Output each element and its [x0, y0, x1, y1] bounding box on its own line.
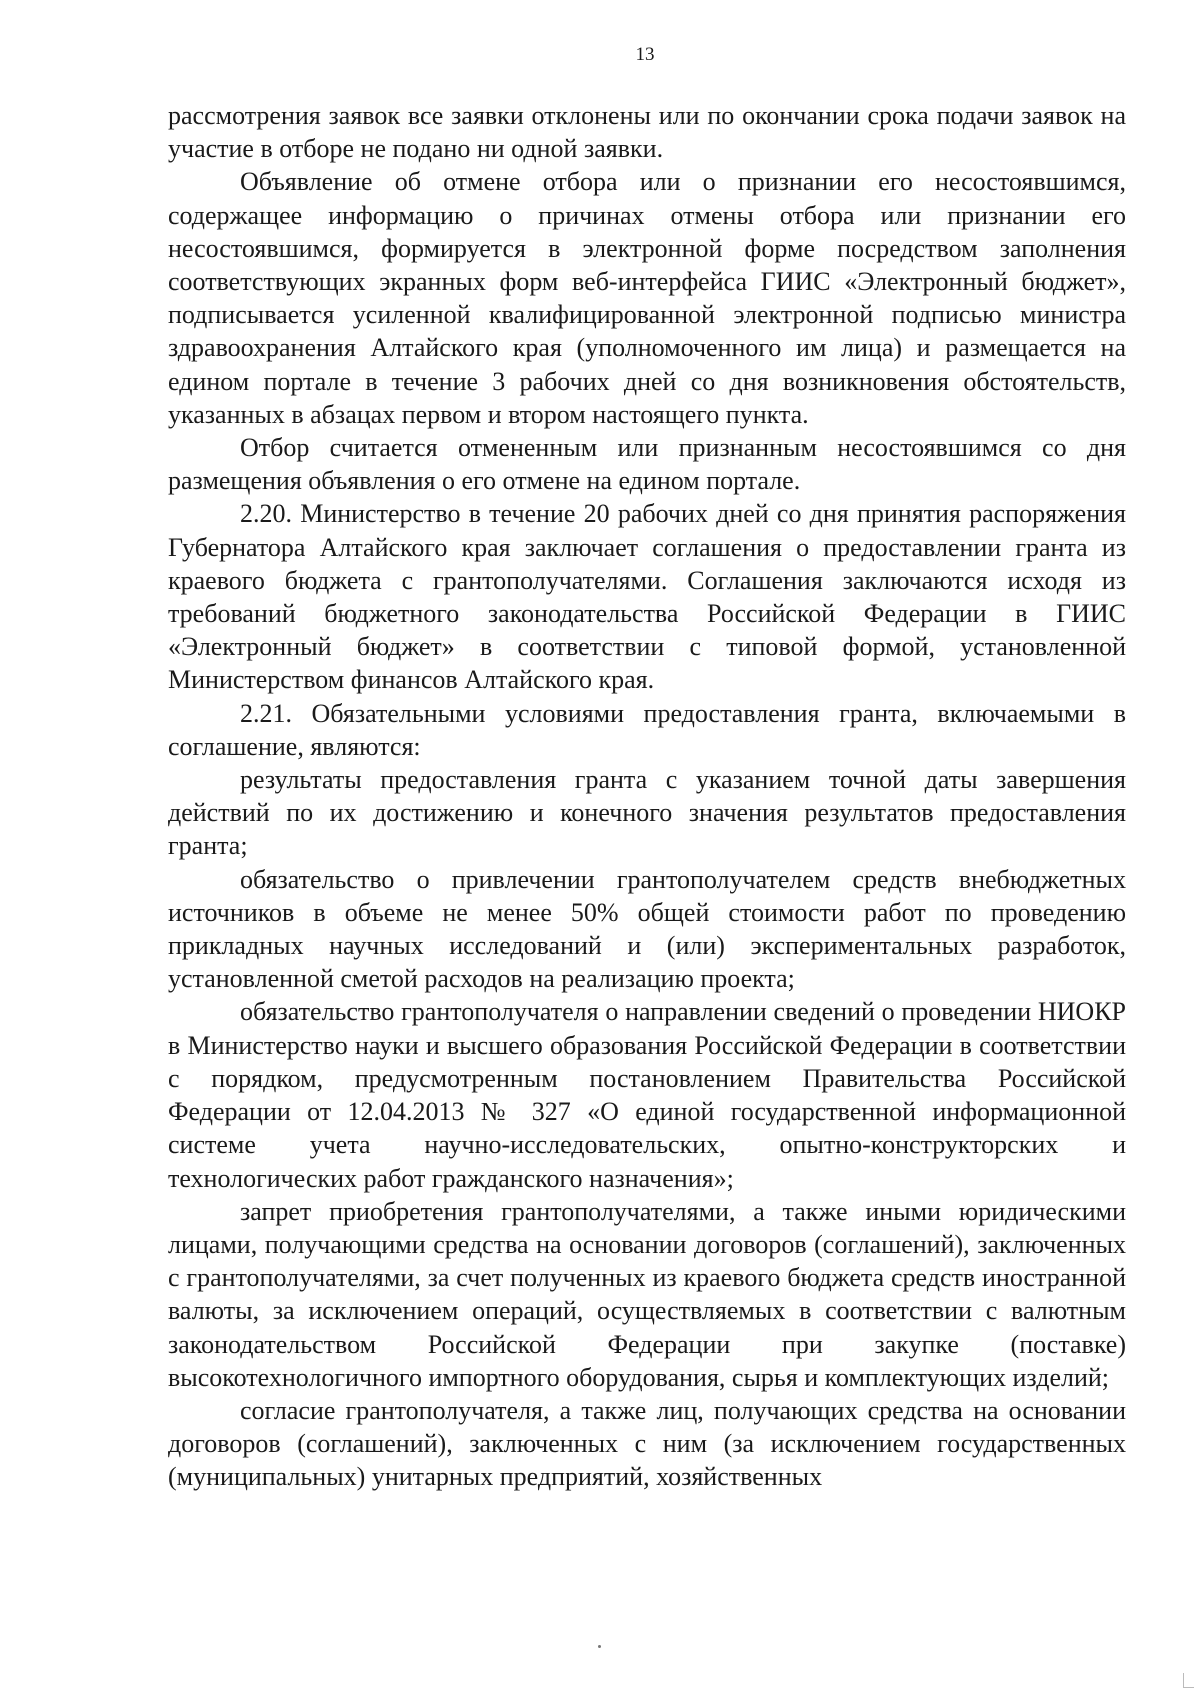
document-body: [168, 99, 1126, 1494]
scan-corner-mark: [1183, 1673, 1194, 1688]
list-item-consent: согласие грантополучателя, а также лиц, получающих средства на основании договоров (соглашений), заключенных с ним (за исключением государственных (муниципальных) унитарных предприятий, хозяйственных: [168, 1395, 1126, 1492]
scan-speck: [598, 1645, 601, 1648]
page-number: 13: [635, 44, 655, 65]
list-item-niokr-reporting: обязательство грантополучателя о направлении сведений о проведении НИОКР в Министерство науки и высшего образования Российской Федерации в соответствии с порядком, предусмотренным постановлением Правительства Российской Федерации от 12.04.2013 № 327 «О единой государственной информационной системе учета научно-исследовательских, опытно-конструкторских и технологических работ гражданского назначения»;: [168, 997, 1126, 1193]
paragraph-clause-2-21: 2.21. Обязательными условиями предоставления гранта, включаемыми в соглашение, являются:: [168, 698, 1126, 761]
list-item-results: результаты предоставления гранта с указанием точной даты завершения действий по их достижению и конечного значения результатов предоставления гранта;: [168, 765, 1126, 861]
paragraph-cancellation-notice: Объявление об отмене отбора или о признании его несостоявшимся, содержащее информацию о причинах отмены отбора или признании его несостоявшимся, формируется в электронной форме посредством заполнения соответствующих экранных форм веб-интерфейса ГИИС «Электронный бюджет», подписывается усиленной квалифицированной электронной подписью министра здравоохранения Алтайского края (уполномоченного им лица) и размещается на едином портале в течение 3 рабочих дней со дня возникновения обстоятельств, указанных в абзацах первом и втором настоящего пункта.: [168, 167, 1126, 429]
paragraph-clause-2-20: 2.20. Министерство в течение 20 рабочих дней со дня принятия распоряжения Губернатора Алтайского края заключает соглашения о предоставлении гранта из краевого бюджета с грантополучателями. Соглашения заключаются исходя из требований бюджетного законодательства Российской Федерации в ГИИС «Электронный бюджет» в соответствии с типовой формой, установленной Министерством финансов Алтайского края.: [168, 499, 1126, 695]
paragraph-cancellation-effective: Отбор считается отмененным или признанным несостоявшимся со дня размещения объявления о его отмене на едином портале.: [168, 433, 1126, 496]
list-item-currency-ban: запрет приобретения грантополучателями, а также иными юридическими лицами, получающими средства на основании договоров (соглашений), заключенных с грантополучателями, за счет полученных из краевого бюджета средств иностранной валюты, за исключением операций, осуществляемых в соответствии с валютным законодательством Российской Федерации при закупке (поставке) высокотехнологичного импортного оборудования, сырья и комплектующих изделий;: [168, 1196, 1126, 1392]
list-item-extrabudgetary-funds: обязательство о привлечении грантополучателем средств внебюджетных источников в объеме не менее 50% общей стоимости работ по проведению прикладных научных исследований и (или) экспериментальных разработок, установленной сметой расходов на реализацию проекта;: [168, 864, 1126, 994]
paragraph-continuation: рассмотрения заявок все заявки отклонены или по окончании срока подачи заявок на участие в отборе не подано ни одной заявки.: [168, 101, 1126, 164]
